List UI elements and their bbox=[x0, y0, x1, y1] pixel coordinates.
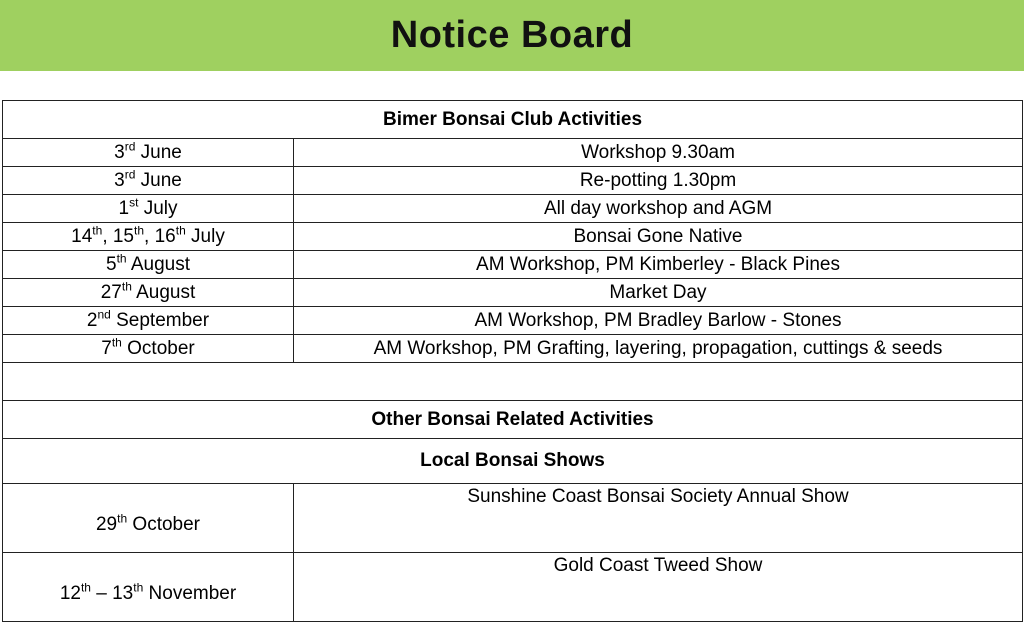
event-cell: Bonsai Gone Native bbox=[294, 223, 1023, 251]
table-row bbox=[3, 307, 1023, 335]
date-cell: 7th October bbox=[3, 335, 294, 363]
date-ordinal-suffix: th bbox=[134, 223, 145, 238]
date-cell: 27th August bbox=[3, 279, 294, 307]
date-ordinal-suffix: th bbox=[121, 279, 132, 294]
table-row bbox=[3, 195, 1023, 223]
date-ordinal-suffix: st bbox=[129, 195, 139, 210]
event-cell: AM Workshop, PM Kimberley - Black Pines bbox=[294, 251, 1023, 279]
date-ordinal-suffix: th bbox=[133, 580, 144, 595]
table-row bbox=[3, 553, 1023, 622]
date-ordinal-suffix: nd bbox=[97, 307, 111, 322]
date-ordinal-suffix: th bbox=[111, 335, 122, 350]
date-cell: 14th, 15th, 16th July bbox=[3, 223, 294, 251]
date-ordinal-suffix: th bbox=[116, 251, 127, 266]
date-ordinal-suffix: rd bbox=[124, 167, 136, 182]
date-cell: 3rd June bbox=[3, 167, 294, 195]
event-cell: All day workshop and AGM bbox=[294, 195, 1023, 223]
date-ordinal-suffix: th bbox=[80, 580, 91, 595]
table-row bbox=[3, 251, 1023, 279]
event-cell: Gold Coast Tweed Show bbox=[294, 553, 1023, 622]
date-ordinal-suffix: th bbox=[175, 223, 186, 238]
date-ordinal-suffix: th bbox=[117, 511, 128, 526]
date-cell: 2nd September bbox=[3, 307, 294, 335]
table-row bbox=[3, 335, 1023, 363]
table-row bbox=[3, 139, 1023, 167]
event-cell: Sunshine Coast Bonsai Society Annual Show bbox=[294, 484, 1023, 553]
other-heading-row bbox=[3, 401, 1023, 439]
table-row bbox=[3, 167, 1023, 195]
shows-subheading: Local Bonsai Shows bbox=[3, 439, 1023, 484]
other-section-heading: Other Bonsai Related Activities bbox=[3, 401, 1023, 439]
activities-table bbox=[2, 100, 1023, 622]
page-title: Notice Board bbox=[390, 14, 634, 56]
shows-heading-row bbox=[3, 439, 1023, 484]
event-cell: AM Workshop, PM Bradley Barlow - Stones bbox=[294, 307, 1023, 335]
date-cell: 1st July bbox=[3, 195, 294, 223]
date-cell: 29th October bbox=[3, 484, 294, 553]
event-cell: AM Workshop, PM Grafting, layering, propagation, cuttings & seeds bbox=[294, 335, 1023, 363]
empty-cell bbox=[3, 363, 1023, 401]
table-row bbox=[3, 223, 1023, 251]
club-section-heading: Bimer Bonsai Club Activities bbox=[3, 101, 1023, 139]
club-heading-row bbox=[3, 101, 1023, 139]
date-cell: 12th – 13th November bbox=[3, 553, 294, 622]
date-ordinal-suffix: th bbox=[92, 223, 103, 238]
event-cell: Market Day bbox=[294, 279, 1023, 307]
date-cell: 5th August bbox=[3, 251, 294, 279]
table-row bbox=[3, 484, 1023, 553]
event-cell: Re-potting 1.30pm bbox=[294, 167, 1023, 195]
date-cell: 3rd June bbox=[3, 139, 294, 167]
spacer-row bbox=[3, 363, 1023, 401]
notice-board-banner bbox=[0, 0, 1024, 71]
event-cell: Workshop 9.30am bbox=[294, 139, 1023, 167]
date-ordinal-suffix: rd bbox=[124, 139, 136, 154]
table-row bbox=[3, 279, 1023, 307]
